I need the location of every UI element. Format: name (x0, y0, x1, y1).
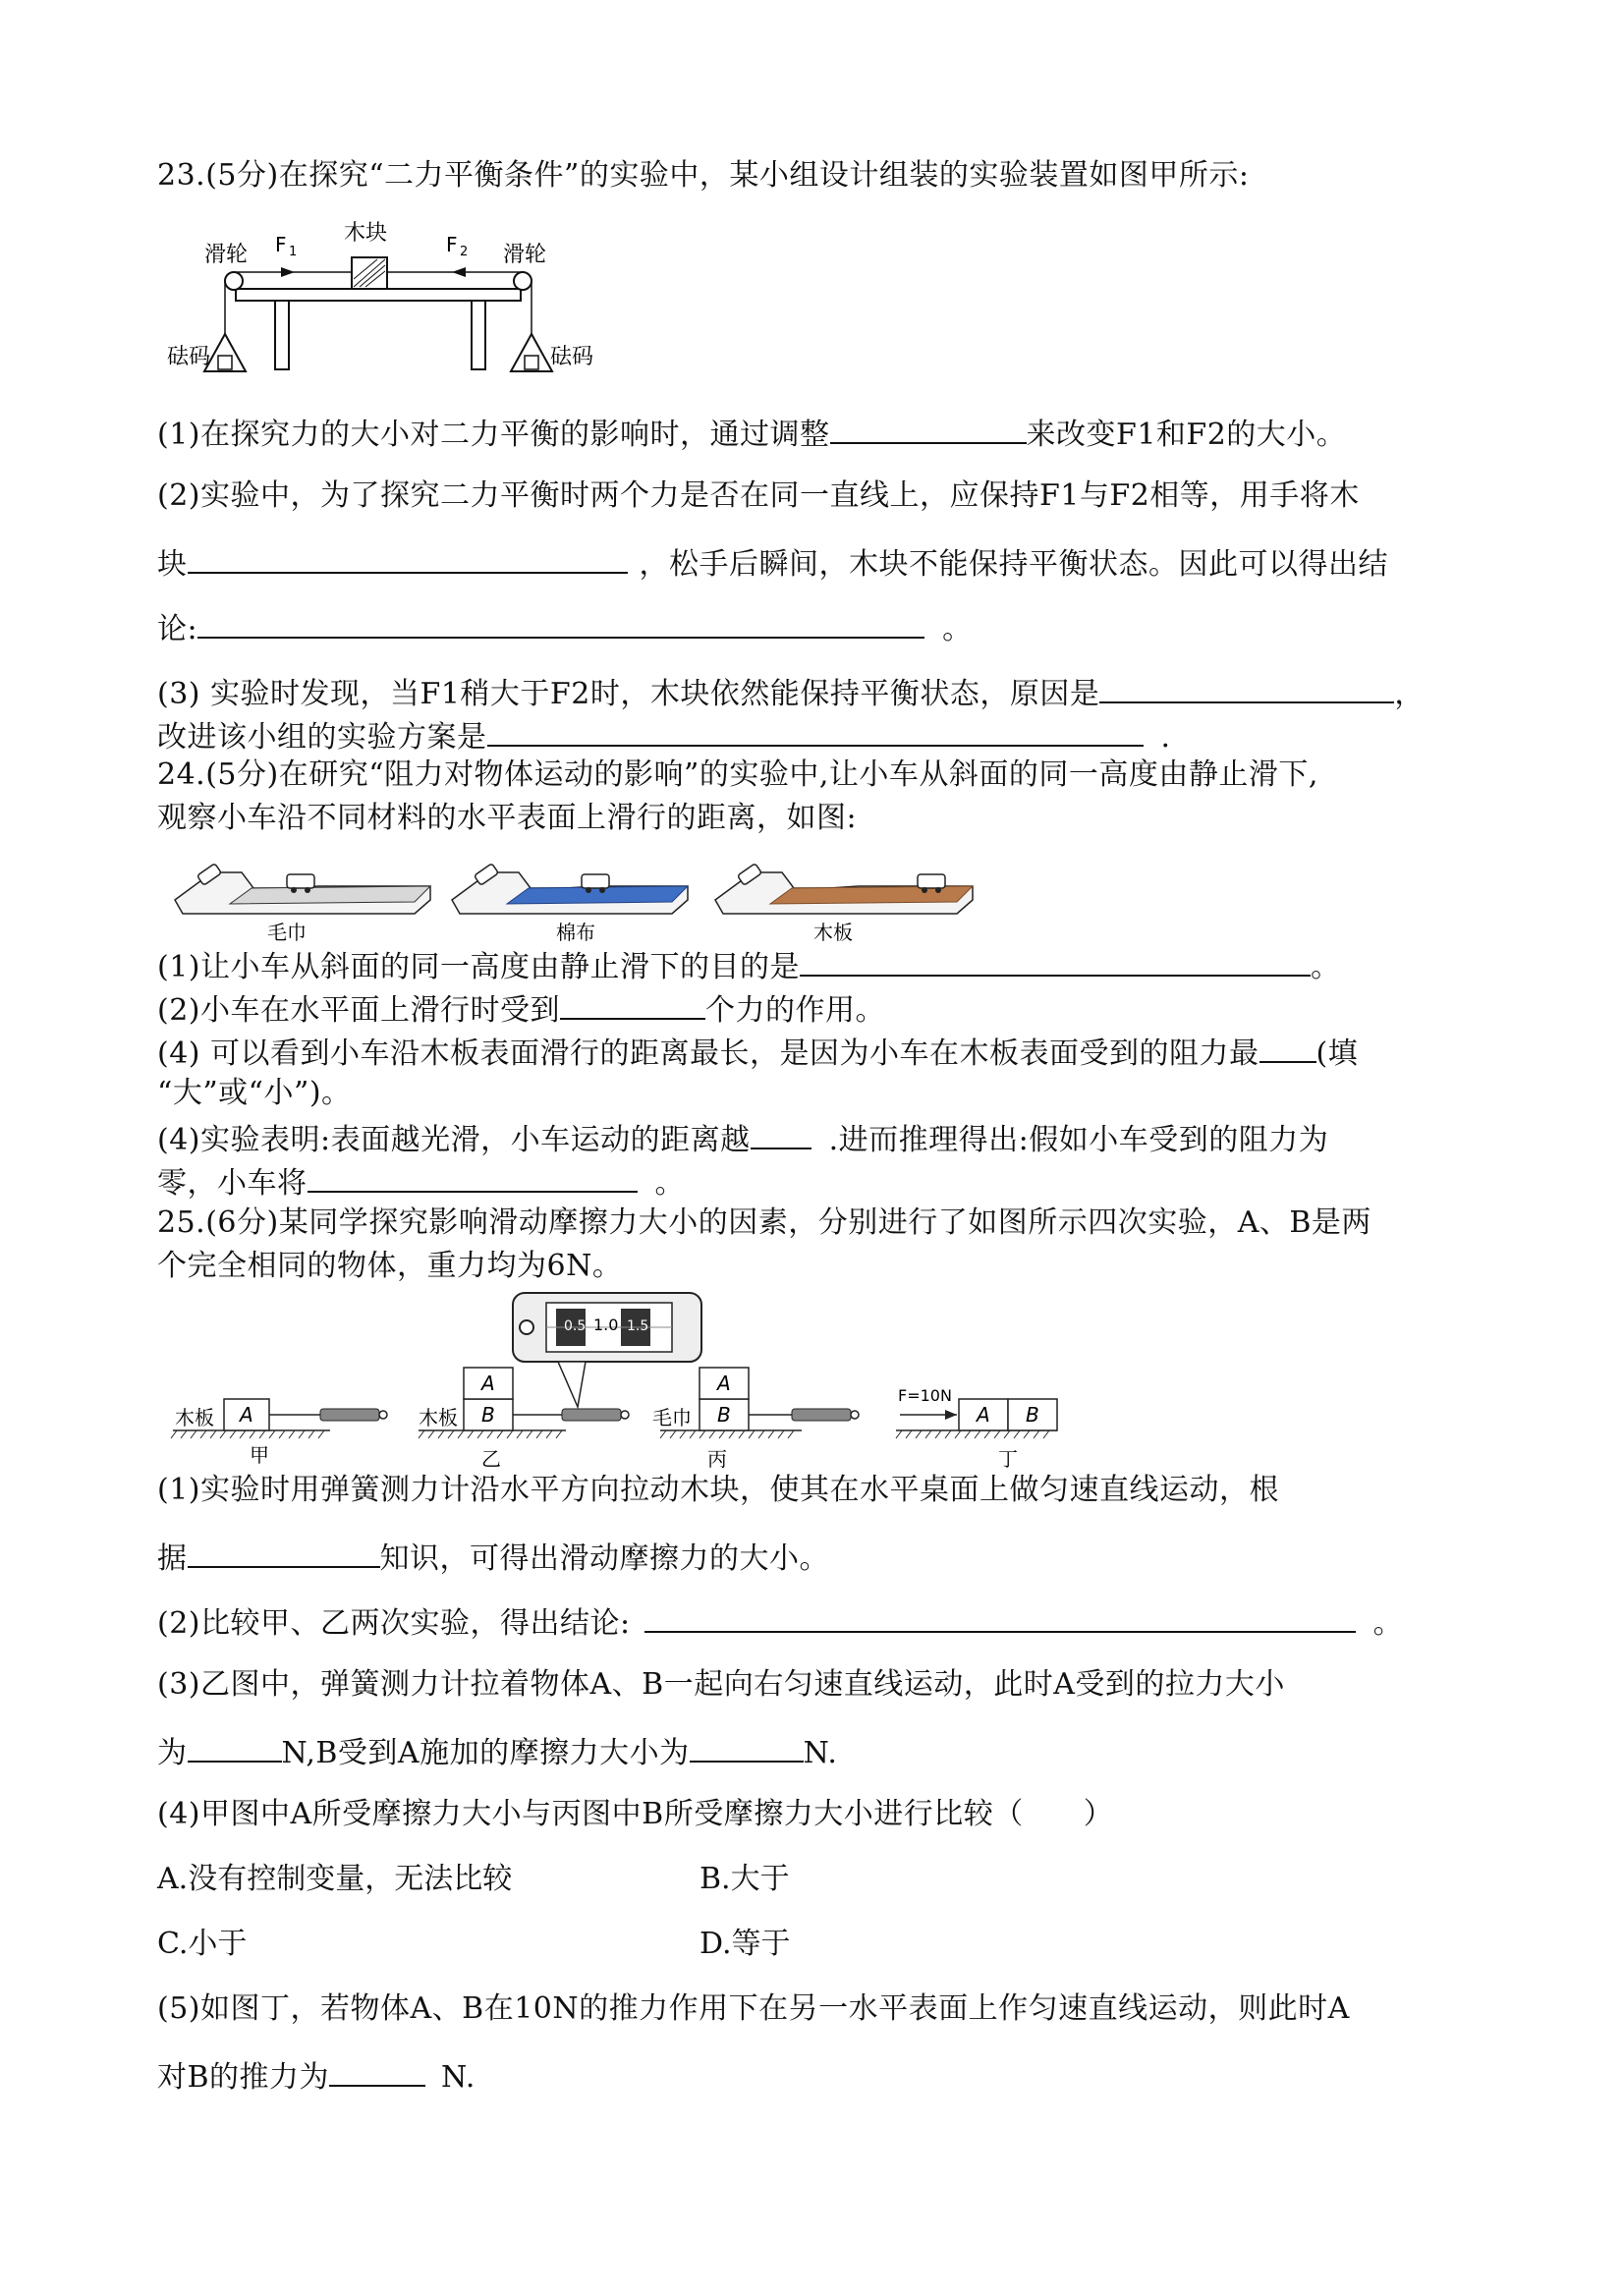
label-pulley-right: 滑轮 (503, 243, 547, 267)
label-f1-sub: 1 (289, 245, 298, 259)
q24-p1-text-a: (1)让小车从斜面的同一高度由静止滑下的目的是 (157, 950, 800, 984)
label-f2-sub: 2 (460, 245, 469, 259)
label-a-bing: A (717, 1372, 731, 1395)
label-towel: 毛巾 (267, 921, 307, 944)
q25-p3-text-c: N. (803, 1736, 838, 1770)
q24-p2-blank[interactable] (560, 988, 705, 1020)
q23-p3-text-b: ， (1394, 677, 1425, 711)
q24-p4-blank[interactable] (751, 1118, 812, 1149)
q23-p3-text-d: . (1160, 720, 1171, 755)
q25-p2-text-a: (2)比较甲、乙两次实验，得出结论: (157, 1606, 631, 1641)
push-arrow-icon (945, 1410, 957, 1420)
q24-p4-text-a: (4)实验表明:表面越光滑，小车运动的距离越 (157, 1123, 751, 1157)
q25-p2-text-b: 。 (1372, 1606, 1404, 1641)
label-f2: F (446, 233, 458, 256)
label-bing: 丙 (707, 1447, 727, 1471)
q24-p1-text-b: 。 (1311, 950, 1341, 984)
option-c[interactable]: C.小于 (157, 1927, 248, 1961)
q25-p5-text-b: N. (441, 2060, 476, 2095)
label-a-jia: A (240, 1403, 253, 1427)
q25-p5-text-a: 对B的推力为 (157, 2060, 330, 2095)
q23-p2-text-a: 块 (157, 547, 188, 582)
tick-15: 1.5 (627, 1318, 649, 1334)
label-b-ding: B (1026, 1403, 1039, 1427)
q23-p2-conclusion-blank[interactable] (197, 607, 924, 639)
q23-p1-text-b: 来改变F1和F2的大小。 (1026, 418, 1347, 452)
q25-p1-blank[interactable] (188, 1537, 380, 1568)
q25-p3-blank2[interactable] (690, 1731, 804, 1763)
q24-p2-text-b: 个力的作用。 (705, 993, 885, 1028)
q25-p1-line2 (157, 1537, 829, 1578)
option-b[interactable]: B.大于 (700, 1862, 790, 1896)
tick-10: 1.0 (593, 1316, 619, 1334)
arrow-f1-icon (281, 267, 295, 277)
q24-surfaces-figure (173, 849, 988, 943)
q23-p2-blank[interactable] (188, 542, 628, 574)
q24-p4-blank2[interactable] (308, 1161, 638, 1193)
label-block: 木块 (344, 221, 388, 246)
q24-p4-text-d: 。 (654, 1166, 685, 1201)
q23-p3-reason-blank[interactable] (1099, 672, 1394, 703)
label-force: F=10N (898, 1386, 952, 1405)
option-a[interactable]: A.没有控制变量，无法比较 (157, 1862, 513, 1896)
cart-icon (918, 874, 945, 888)
q23-p1 (157, 413, 1346, 454)
q25-p3-text-b: N,B受到A施加的摩擦力大小为 (281, 1736, 690, 1770)
q25-p2-blank[interactable] (644, 1601, 1356, 1633)
label-yi: 乙 (481, 1447, 501, 1471)
q25-p5-line1: (5)如图丁，若物体A、B在10N的推力作用下在另一水平表面上作匀速直线运动，则此时A (157, 1991, 1350, 2026)
spring-scale-yi (562, 1409, 621, 1421)
q23-p2-text-d: 。 (942, 612, 973, 646)
label-board-jia: 木板 (175, 1406, 214, 1429)
q24-p2 (157, 988, 885, 1030)
q23-header: 23.(5分)在探究“二力平衡条件”的实验中，某小组设计组装的实验装置如图甲所示: (157, 158, 1250, 193)
q23-p2-line1: (2)实验中，为了探究二力平衡时两个力是否在同一直线上，应保持F1与F2相等，用手将木 (157, 478, 1360, 513)
table-leg-left (275, 301, 289, 369)
spring-scale-magnified (513, 1293, 701, 1407)
q23-p3-text-c: 改进该小组的实验方案是 (157, 720, 487, 755)
label-board-yi: 木板 (419, 1406, 458, 1429)
arrow-f2-icon (452, 267, 466, 277)
label-ding: 丁 (998, 1447, 1018, 1471)
q25-friction-figure (173, 1285, 1116, 1478)
q25-p4: (4)甲图中A所受摩擦力大小与丙图中B所受摩擦力大小进行比较（ ） (157, 1797, 1114, 1831)
tick-05: 0.5 (564, 1318, 587, 1334)
q24-p4-text-b: .进而推理得出:假如小车受到的阻力为 (828, 1123, 1329, 1157)
q23-p1-blank[interactable] (830, 413, 1027, 444)
q24-header-line2: 观察小车沿不同材料的水平表面上滑行的距离，如图: (157, 801, 858, 835)
q25-p3-line1: (3)乙图中，弹簧测力计拉着物体A、B一起向右匀速直线运动，此时A受到的拉力大小 (157, 1667, 1285, 1702)
q24-p3-blank[interactable] (1259, 1032, 1316, 1063)
q24-header-line1: 24.(5分)在研究“阻力对物体运动的影响”的实验中,让小车从斜面的同一高度由静止滑下, (157, 757, 1318, 792)
q25-p2 (157, 1601, 1403, 1643)
pulley-right-icon (514, 272, 532, 290)
q24-p3-line2: “大”或“小”)。 (157, 1076, 352, 1110)
q23-p3-line1 (157, 672, 1425, 713)
q25-p1-text-a: 据 (157, 1541, 188, 1576)
panel-towel (175, 864, 430, 944)
q24-p1 (157, 945, 1341, 986)
q25-p1-line1: (1)实验时用弹簧测力计沿水平方向拉动木块，使其在水平桌面上做匀速直线运动，根 (157, 1473, 1279, 1507)
q24-p3 (157, 1032, 1358, 1073)
q24-p3-text-a: (4) 可以看到小车沿木板表面滑行的距离最长，是因为小车在木板表面受到的阻力最 (157, 1036, 1259, 1071)
pulley-left-icon (225, 272, 243, 290)
spring-scale-bing (792, 1409, 851, 1421)
table-leg-right (472, 301, 485, 369)
cart-icon (287, 874, 314, 888)
q23-apparatus-figure (167, 218, 609, 375)
q23-p2-text-c: 论: (157, 612, 198, 646)
option-d[interactable]: D.等于 (700, 1927, 791, 1961)
q24-p4-line2 (157, 1161, 685, 1203)
q24-p4-text-c: 零，小车将 (157, 1166, 308, 1201)
table-top (236, 289, 521, 301)
label-f1: F (275, 233, 287, 256)
ground-hatching (171, 1430, 1049, 1438)
q23-p1-text-a: (1)在探究力的大小对二力平衡的影响时，通过调整 (157, 418, 830, 452)
label-weight-left: 砝码 (167, 345, 211, 369)
label-a-ding: A (977, 1403, 990, 1427)
panel-board (715, 864, 973, 944)
q23-p3-improve-blank[interactable] (487, 715, 1144, 747)
q23-p3-line2 (157, 715, 1171, 756)
q24-p4 (157, 1118, 1328, 1159)
label-pulley-left: 滑轮 (204, 243, 249, 267)
panel-cotton (452, 864, 688, 944)
label-a-yi: A (481, 1372, 495, 1395)
label-towel-bing: 毛巾 (652, 1406, 692, 1429)
cart-icon (582, 874, 609, 888)
q25-p3-blank1[interactable] (188, 1731, 282, 1763)
q24-p3-text-b: (填 (1315, 1036, 1359, 1071)
q25-p3-text-a: 为 (157, 1736, 188, 1770)
q25-header-line2: 个完全相同的物体，重力均为6N。 (157, 1249, 623, 1283)
spring-scale-jia (320, 1409, 379, 1421)
q24-p1-blank[interactable] (800, 945, 1311, 977)
q25-header-line1: 25.(6分)某同学探究影响滑动摩擦力大小的因素，分别进行了如图所示四次实验，A、B是两 (157, 1205, 1371, 1240)
q23-p2-line2 (157, 542, 1388, 584)
q25-p3-line2 (157, 1731, 837, 1772)
label-b-bing: B (717, 1403, 731, 1427)
q25-p1-text-b: 知识，可得出滑动摩擦力的大小。 (379, 1541, 829, 1576)
label-weight-right: 砝码 (550, 345, 594, 369)
q25-p5-blank[interactable] (329, 2055, 425, 2087)
q23-p3-text-a: (3) 实验时发现，当F1稍大于F2时，木块依然能保持平衡状态，原因是 (157, 677, 1100, 711)
label-board: 木板 (813, 921, 853, 944)
label-cotton: 棉布 (556, 921, 595, 944)
q25-p5-line2 (157, 2055, 476, 2097)
q23-p2-text-b: ，松手后瞬间，木块不能保持平衡状态。因此可以得出结 (639, 547, 1388, 582)
label-b-yi: B (481, 1403, 495, 1427)
q23-p2-line3 (157, 607, 973, 648)
q24-p2-text-a: (2)小车在水平面上滑行时受到 (157, 993, 560, 1028)
label-jia: 甲 (250, 1443, 269, 1467)
